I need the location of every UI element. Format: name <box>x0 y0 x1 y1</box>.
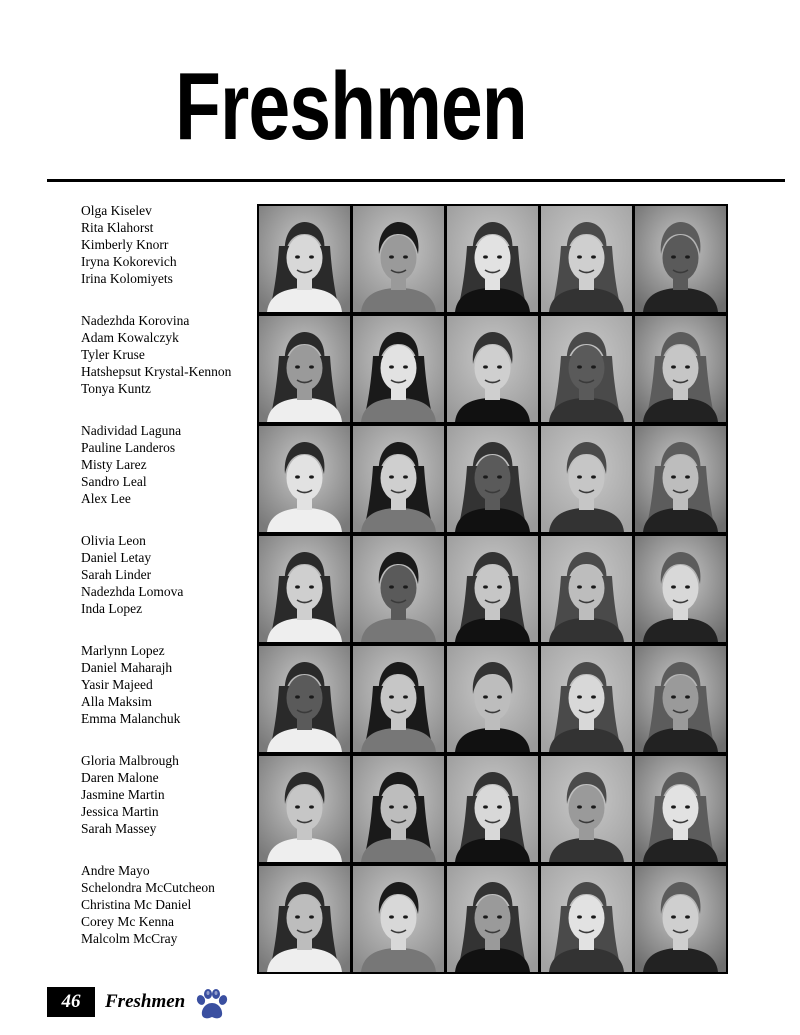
page-number-box <box>47 987 95 1017</box>
student-photo <box>635 536 726 642</box>
student-photo <box>447 206 538 312</box>
student-name: Nadezhda Lomova <box>81 584 184 599</box>
student-name: Alex Lee <box>81 491 131 506</box>
student-photo <box>635 316 726 422</box>
student-name: Kimberly Knorr <box>81 237 169 252</box>
student-name: Daniel Maharajh <box>81 660 173 675</box>
name-group <box>81 642 261 727</box>
student-photo <box>541 426 632 532</box>
student-photo <box>353 536 444 642</box>
student-photo <box>447 866 538 972</box>
student-photo <box>353 316 444 422</box>
name-group <box>81 202 261 287</box>
name-group <box>81 312 261 397</box>
student-photo <box>635 756 726 862</box>
student-name: Alla Maksim <box>81 694 152 709</box>
student-photo <box>447 316 538 422</box>
student-photo <box>635 206 726 312</box>
student-photo <box>259 206 350 312</box>
student-name: Corey Mc Kenna <box>81 914 174 929</box>
student-name: Olivia Leon <box>81 533 146 548</box>
name-group <box>81 862 261 947</box>
student-name: Jessica Martin <box>81 804 159 819</box>
student-name: Sarah Linder <box>81 567 152 582</box>
student-name: Marlynn Lopez <box>81 643 165 658</box>
student-name: Christina Mc Daniel <box>81 897 192 912</box>
student-photo <box>353 426 444 532</box>
student-name: Daniel Letay <box>81 550 152 565</box>
student-photo <box>541 316 632 422</box>
student-name: Misty Larez <box>81 457 147 472</box>
student-photo <box>353 756 444 862</box>
page-number: 46 <box>61 991 81 1012</box>
student-photo <box>259 646 350 752</box>
student-name: Inda Lopez <box>81 601 143 616</box>
student-photo <box>259 536 350 642</box>
student-photo <box>353 206 444 312</box>
student-name: Olga Kiselev <box>81 203 152 218</box>
student-photo <box>353 646 444 752</box>
student-name: Sarah Massey <box>81 821 157 836</box>
student-name: Adam Kowalczyk <box>81 330 179 345</box>
student-name: Daren Malone <box>81 770 159 785</box>
student-photo <box>447 536 538 642</box>
student-photo <box>541 206 632 312</box>
page-title: Freshmen <box>175 53 527 160</box>
name-group <box>81 422 261 507</box>
name-group <box>81 752 261 837</box>
student-name: Emma Malanchuk <box>81 711 181 726</box>
name-group <box>81 532 261 617</box>
student-photo <box>447 756 538 862</box>
student-photo <box>259 866 350 972</box>
student-photo <box>635 866 726 972</box>
student-name: Andre Mayo <box>81 863 150 878</box>
student-photo <box>541 756 632 862</box>
footer-section-label: Freshmen <box>105 991 186 1012</box>
student-name: Sandro Leal <box>81 474 147 489</box>
student-photo <box>447 646 538 752</box>
student-photo <box>353 866 444 972</box>
student-photo <box>259 426 350 532</box>
student-name: Hatshepsut Krystal-Kennon <box>81 364 232 379</box>
student-name: Schelondra McCutcheon <box>81 880 215 895</box>
paw-print-icon <box>193 988 229 1022</box>
student-name: Malcolm McCray <box>81 931 178 946</box>
student-name: Jasmine Martin <box>81 787 165 802</box>
student-photo <box>259 756 350 862</box>
student-name: Iryna Kokorevich <box>81 254 177 269</box>
student-photo <box>541 646 632 752</box>
student-photo <box>635 426 726 532</box>
student-name: Rita Klahorst <box>81 220 154 235</box>
student-photo-grid <box>257 204 728 974</box>
student-name: Tyler Kruse <box>81 347 145 362</box>
title-divider <box>47 179 785 182</box>
student-photo <box>635 646 726 752</box>
student-photo <box>541 536 632 642</box>
student-photo <box>447 426 538 532</box>
student-photo <box>541 866 632 972</box>
student-name: Tonya Kuntz <box>81 381 151 396</box>
student-name: Irina Kolomiyets <box>81 271 173 286</box>
student-name: Yasir Majeed <box>81 677 153 692</box>
student-photo <box>259 316 350 422</box>
student-name: Nadividad Laguna <box>81 423 182 438</box>
student-name: Nadezhda Korovina <box>81 313 190 328</box>
student-name: Gloria Malbrough <box>81 753 179 768</box>
student-name: Pauline Landeros <box>81 440 176 455</box>
